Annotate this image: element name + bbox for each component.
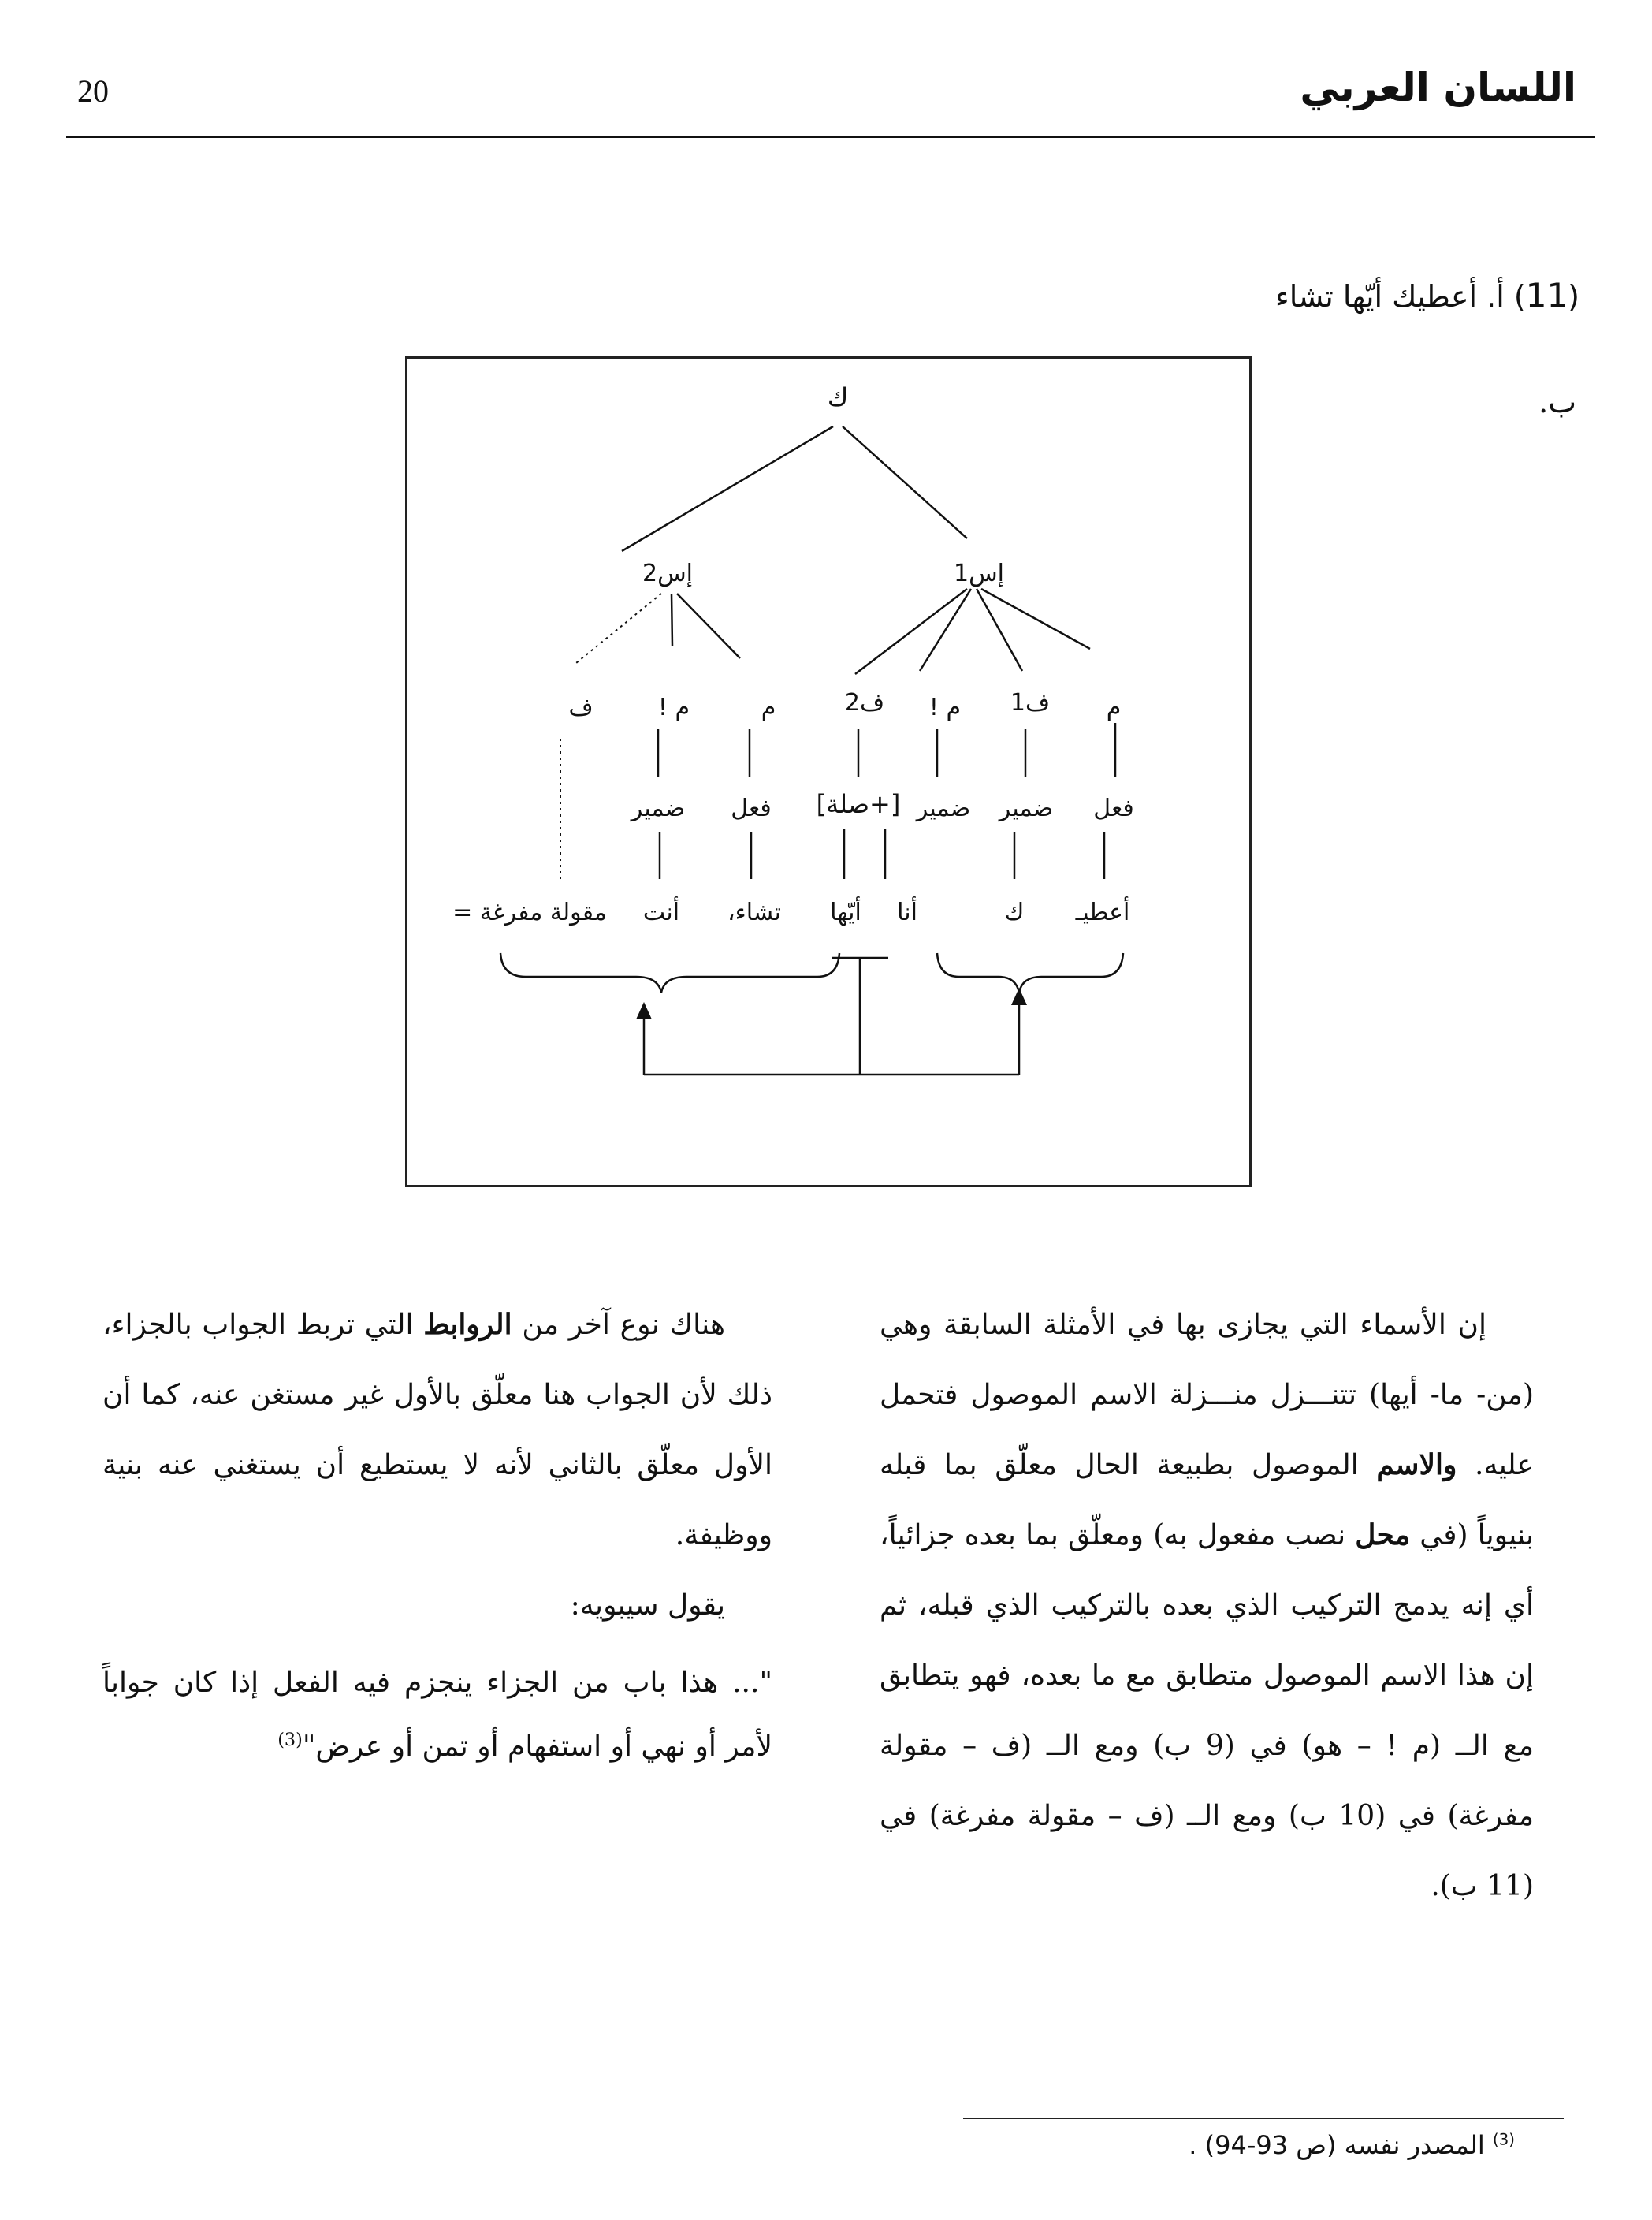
tree-edge-dotted	[576, 594, 661, 663]
tree-slot-f2: ف2	[844, 689, 885, 717]
tree-slot-f1: ف1	[1010, 689, 1051, 717]
right-column	[880, 1290, 1534, 1921]
tree-edge	[677, 594, 740, 658]
tree-word-ana: أنا	[897, 899, 917, 926]
tree-word-aati: أعطيـ	[1075, 899, 1130, 926]
right-col-text: نصب مفعول به) ومعلّق بما بعده جزائياً، أي إنه يدمج التركيب الذي بعده بالتركيب الذي قبله، ثم إن هذا الاسم الموصول متطابق مع ما بعده، فهو يتطابق مع الــ (م ! – هو) في (9 ب) ومع الــ (ف – مقولة مفرغة) في (10 ب) ومع الــ (ف – مقولة مفرغة) في (11 ب).	[880, 1519, 1534, 1902]
example-label: أ.	[1486, 279, 1505, 314]
paragraph	[880, 1290, 1534, 1921]
tree-edge	[977, 589, 1022, 671]
tree-edge	[843, 426, 967, 538]
footnote-marker: (3)	[1492, 2130, 1515, 2149]
tree-slot-f: ف	[568, 694, 593, 721]
sibawayh-quote	[102, 1655, 772, 1775]
tree-cat-relative: [+صلة]	[816, 789, 901, 819]
footnote	[1189, 2130, 1515, 2160]
tree-slot-m-excl-right: م !	[928, 694, 962, 721]
footnote-rule	[963, 2118, 1564, 2119]
left-col-bold-term: الروابط	[423, 1308, 512, 1341]
example-heading: (11) أ. أعطيك أيّها تشاء	[1274, 276, 1579, 315]
tree-edge	[622, 426, 833, 551]
tree-slot-m-excl: م !	[657, 694, 690, 721]
tree-word-ayyuha: أيّها	[830, 899, 861, 926]
left-column	[102, 1290, 772, 1775]
tree-arrow-right	[1011, 988, 1027, 1005]
tree-diagram	[405, 356, 1252, 1187]
tree-cat-verb-right: فعل	[1093, 795, 1134, 822]
tree-brace-right	[937, 953, 1123, 993]
tree-cat-pronoun-right: ضمير	[916, 795, 971, 822]
example-number: 11	[1525, 276, 1568, 315]
tree-word-anta: أنت	[642, 899, 680, 926]
tree-slot-m: م	[761, 694, 776, 721]
tree-node-right: إس1	[953, 560, 1005, 587]
header-rule	[66, 136, 1595, 138]
right-col-bold-term: محل	[1355, 1518, 1411, 1551]
footnote-text: المصدر نفسه (ص 93-94) .	[1189, 2130, 1485, 2160]
page-number: 20	[77, 73, 109, 109]
tree-word-empty-category: مقولة مفرغة =	[452, 899, 607, 926]
right-col-bold-term: والاسم	[1376, 1448, 1457, 1481]
tree-cat-verb: فعل	[731, 795, 772, 822]
right-col-text: الموصول بطبيعة الحال معلّق بما قبله بنيوياً (في	[880, 1449, 1534, 1551]
example-sentence: أعطيك أيّها تشاء	[1274, 279, 1478, 314]
quote-intro: يقول سيبويه:	[570, 1589, 725, 1622]
tree-node-left: إس2	[642, 560, 694, 587]
tree-brace-left	[500, 953, 839, 993]
tree-arrow-left	[636, 1002, 652, 1019]
left-col-text: هناك نوع آخر من	[512, 1309, 725, 1341]
footnote-ref: (3)	[277, 1730, 303, 1750]
example-sub-label: ب.	[1539, 385, 1576, 419]
quote-text: "... هذا باب من الجزاء ينجزم فيه الفعل إذا كان جواباً لأمر أو نهي أو استفهام أو تمن أو عرض"	[102, 1667, 772, 1763]
tree-svg	[407, 359, 1249, 1185]
left-col-text: التي تربط الجواب بالجزاء، ذلك لأن الجواب هنا معلّق بالأول غير مستغن عنه، كما أن الأول معلّق بالثاني لأنه لا يستطيع أن يستغني عنه بنية ووظيفة.	[102, 1309, 772, 1551]
tree-edge	[981, 589, 1090, 649]
right-col-text: إن الأسماء التي يجازى بها في الأمثلة السابقة وهي (من- ما- أيها) تتنـــزل منـــزلة الاسم الموصول فتحمل عليه.	[880, 1309, 1535, 1481]
tree-edge	[920, 589, 971, 671]
tree-cat-pronoun-right2: ضمير	[999, 795, 1054, 822]
paragraph	[102, 1290, 772, 1570]
tree-cat-pronoun: ضمير	[631, 795, 686, 822]
journal-logo: اللسان العربي	[1300, 65, 1576, 110]
tree-edge	[855, 589, 967, 674]
tree-word-tashaa: تشاء،	[727, 899, 782, 926]
tree-slot-m-right: م	[1106, 694, 1122, 721]
tree-root-label: ك	[827, 382, 849, 412]
tree-word-ka: ك	[1004, 899, 1025, 926]
